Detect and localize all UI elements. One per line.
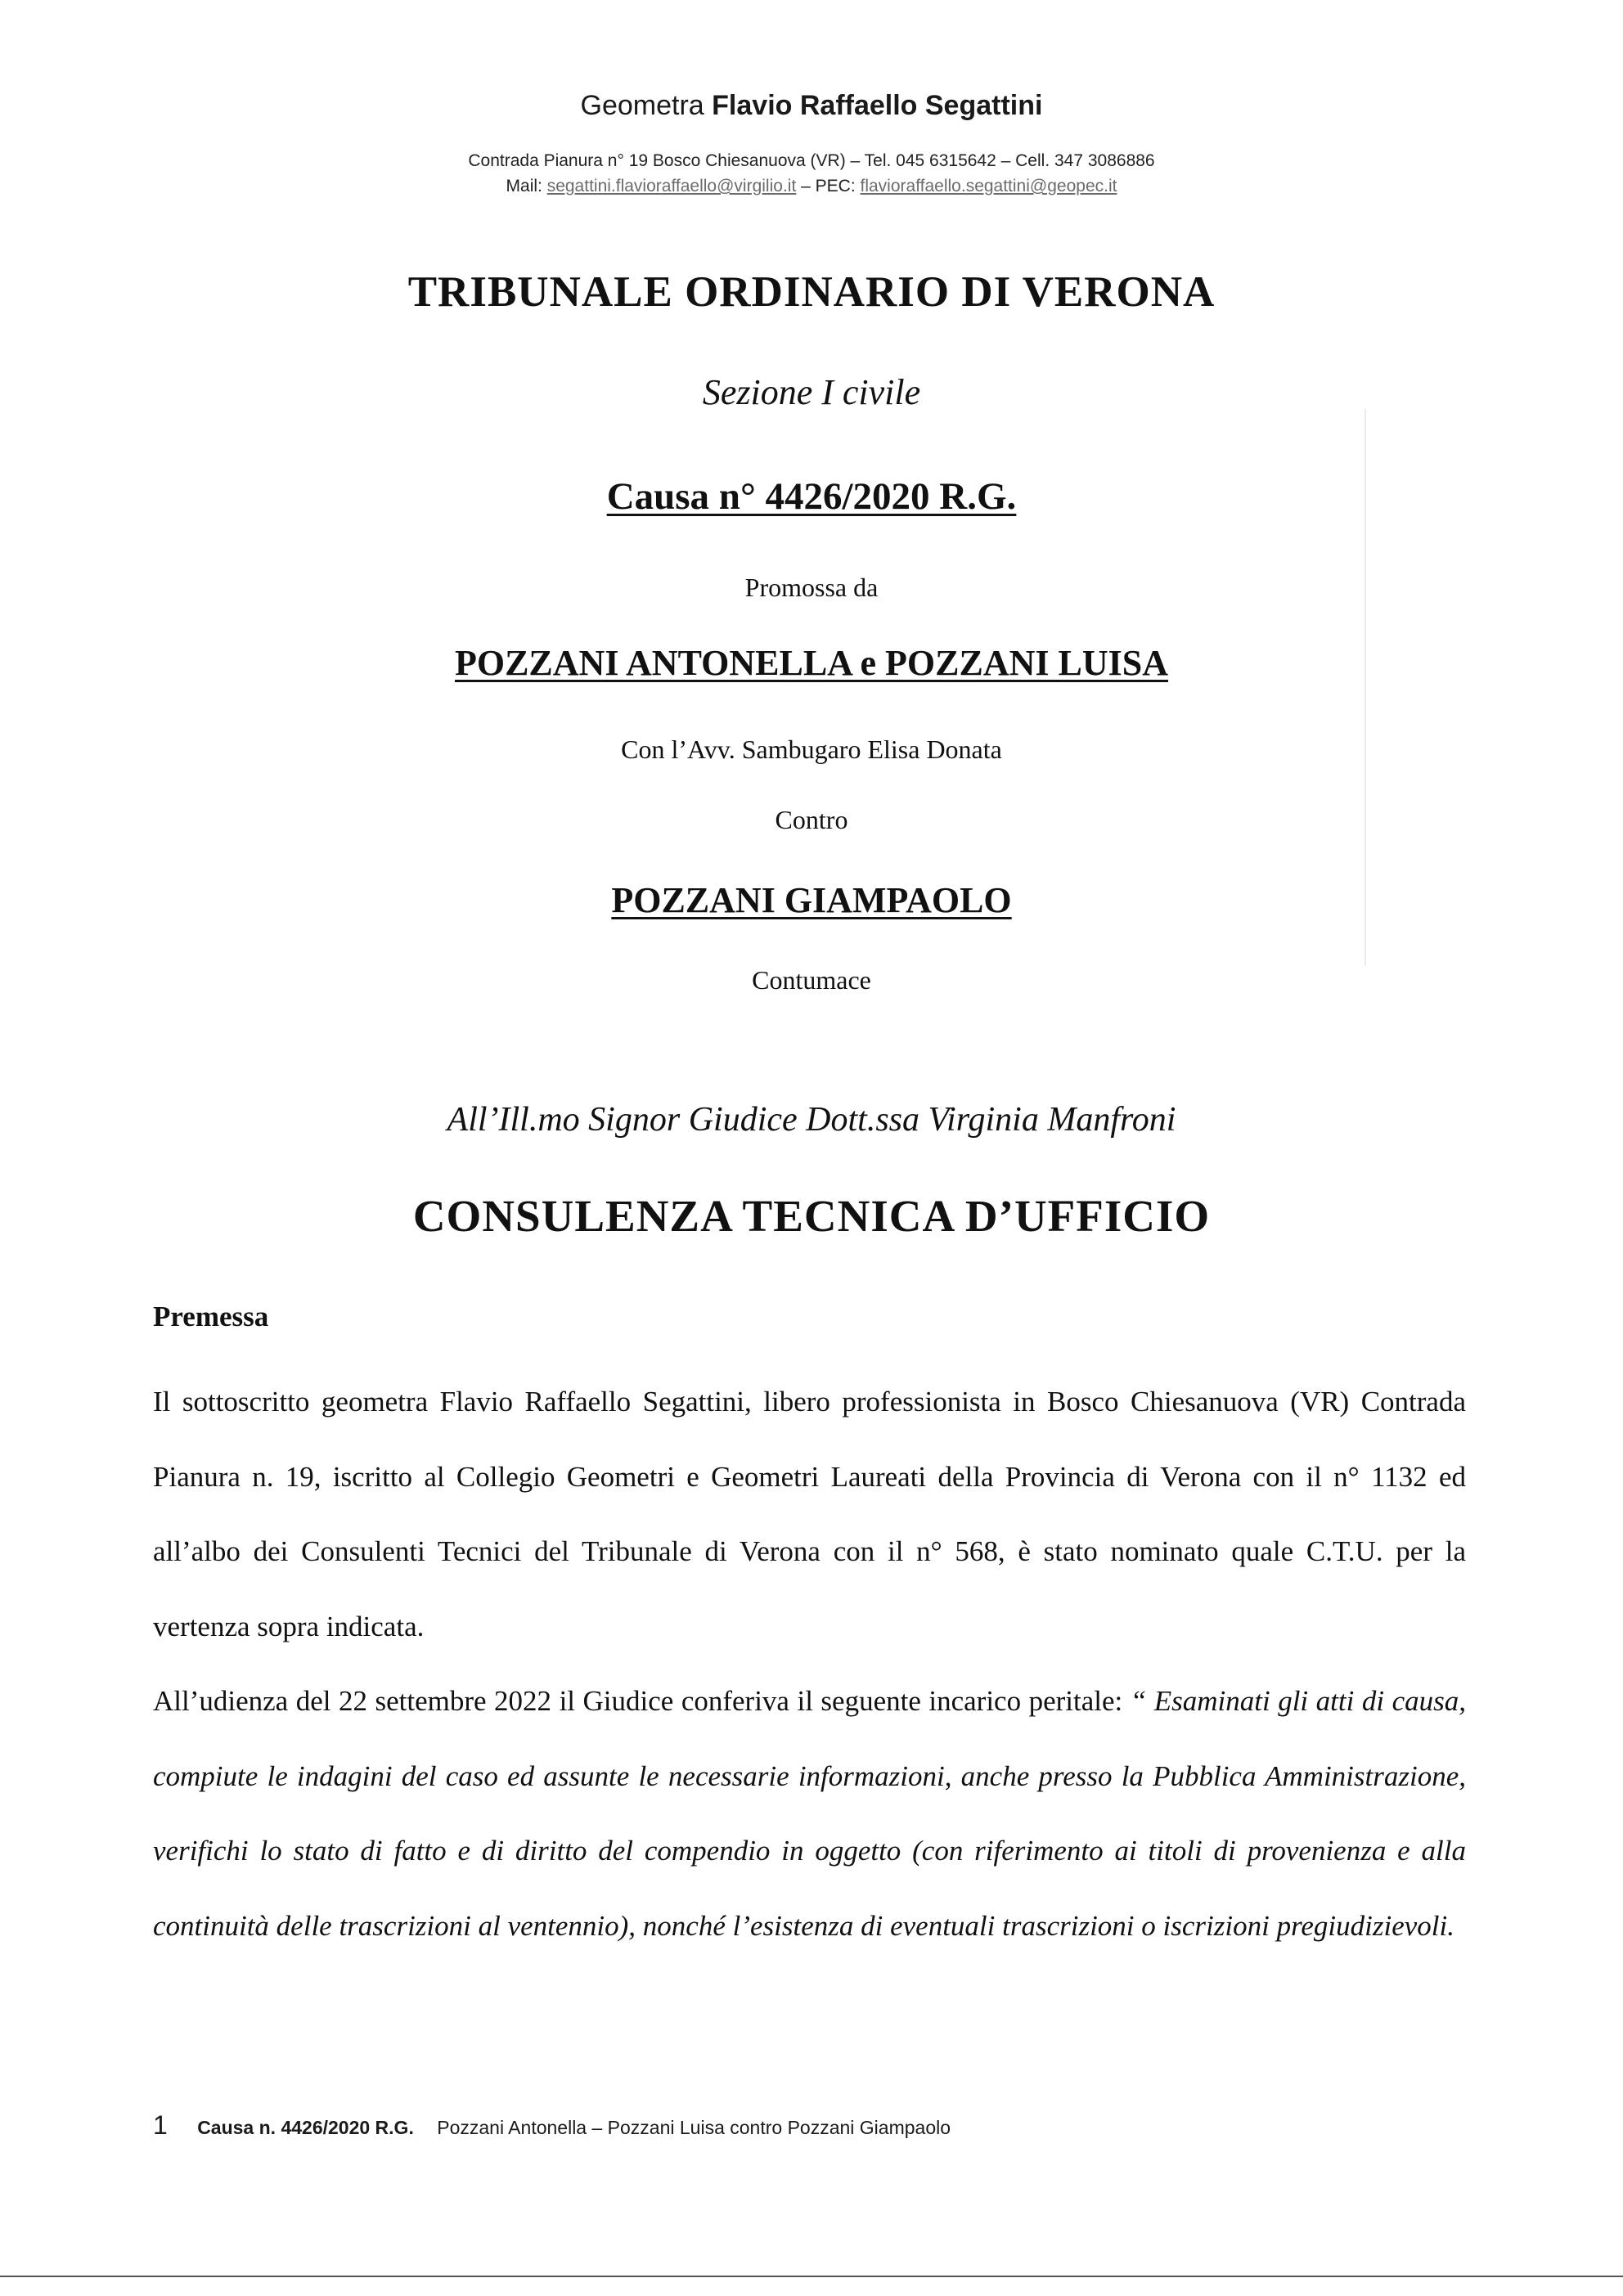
footer-parties: Pozzani Antonella – Pozzani Luisa contro Pozzani Giampaolo (437, 2117, 951, 2138)
pec-label: – PEC: (801, 177, 856, 195)
case-number-text: Causa n° 4426/2020 R.G. (606, 475, 1017, 518)
court-section: Sezione I civile (702, 372, 921, 412)
judge-address: All’Ill.mo Signor Giudice Dott.ssa Virginia Manfroni (447, 1101, 1176, 1139)
pec-link[interactable]: flavioraffaello.segattini@geopec.it (860, 177, 1117, 195)
defendant-status: Contumace (752, 965, 871, 995)
paragraph-appointment: Il sottoscritto geometra Flavio Raffaello Segattini, libero professionista in Bosco Chiesanuova (VR) Contrada Pianura n. 19, iscritto al Collegio Geometri e Geometri Laureati della Provincia di Verona con il n° 1132 ed all’albo dei Consulenti Tecnici del Tribunale di Verona con il n° 568, è stato nominato quale C.T.U. per la vertenza sopra indicata. (153, 1386, 1466, 1642)
footer-case-ref: Causa n. 4426/2020 R.G. (197, 2117, 414, 2138)
assignment-intro: All’udienza del 22 settembre 2022 il Giudice conferiva il seguente incarico peritale: (153, 1685, 1123, 1717)
section-heading-premessa: Premessa (153, 1301, 269, 1332)
defendant-text: POZZANI GIAMPAOLO (611, 880, 1012, 920)
defendant (0, 879, 1623, 921)
letterhead-emails (0, 177, 1623, 196)
court-title: TRIBUNALE ORDINARIO DI VERONA (407, 268, 1216, 316)
lawyer: Con l’Avv. Sambugaro Elisa Donata (621, 735, 1002, 764)
letterhead-contact: Contrada Pianura n° 19 Bosco Chiesanuova (VR) – Tel. 045 6315642 – Cell. 347 3086886 (468, 151, 1155, 170)
against-label: Contro (775, 805, 848, 834)
promoted-by: Promossa da (744, 573, 879, 602)
letterhead-surveyor-name: Flavio Raffaello Segattini (712, 90, 1043, 121)
mail-link[interactable]: segattini.flavioraffaello@virgilio.it (546, 177, 797, 195)
assignment-quote: “ Esaminati gli atti di causa, compiute le indagini del caso ed assunte le necessarie informazioni, anche presso la Pubblica Amministrazione, verifichi lo stato di fatto e di diritto del compendio in oggetto (con riferimento ai titoli di provenienza e alla continuità delle trascrizioni al ventennio), nonché l’esistenza di eventuali trascrizioni o iscrizioni pregiudizievoli. (153, 1685, 1466, 1942)
plaintiffs-text: POZZANI ANTONELLA e POZZANI LUISA (454, 643, 1169, 683)
body-text (153, 1364, 1466, 1963)
plaintiffs (0, 642, 1623, 684)
page-bottom-edge (0, 2276, 1623, 2277)
document-title: CONSULENZA TECNICA D’UFFICIO (412, 1191, 1211, 1241)
page-footer (153, 2110, 951, 2141)
page-number: 1 (153, 2110, 168, 2140)
mail-label: Mail: (506, 177, 542, 195)
letterhead-title: Geometra (580, 90, 704, 121)
case-number (0, 474, 1623, 519)
scan-artifact-line (1364, 409, 1366, 965)
paragraph-assignment (153, 1664, 1466, 1963)
letterhead-name (0, 90, 1623, 122)
